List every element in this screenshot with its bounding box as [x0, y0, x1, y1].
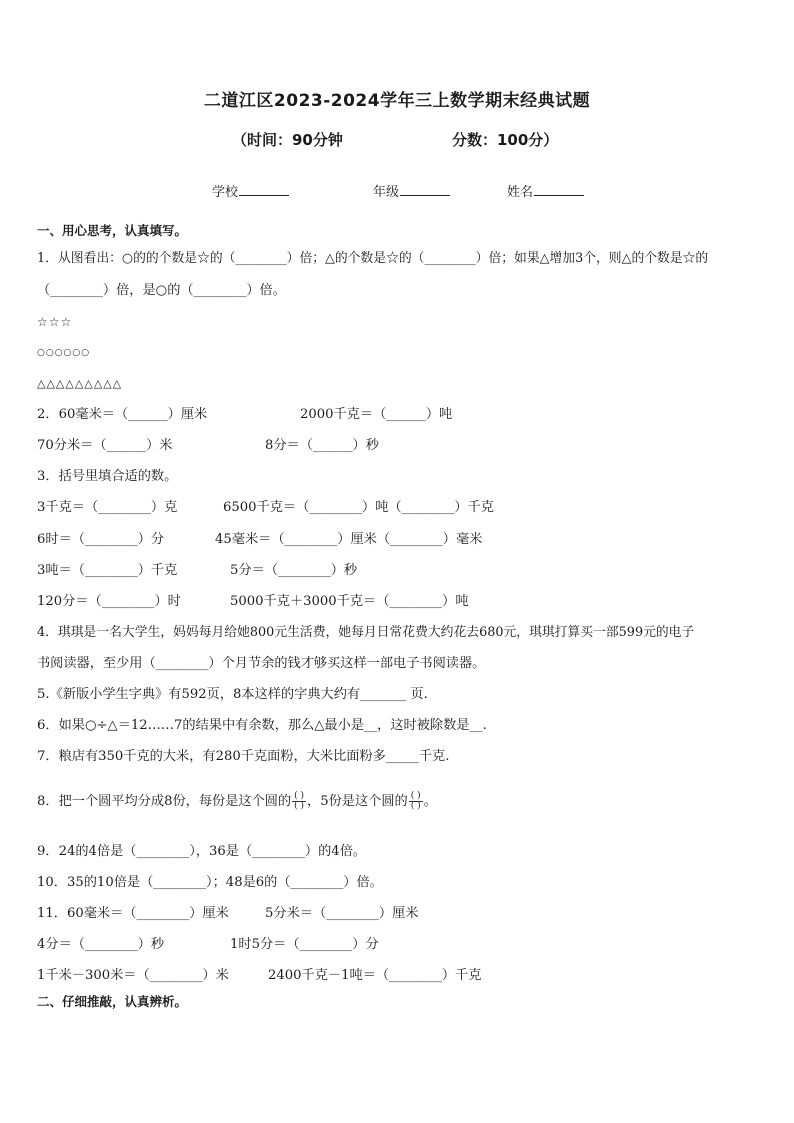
question-5: 5.《新版小学生字典》有592页，8本这样的字典大约有_______ 页. [37, 687, 428, 702]
question-3-row-4-left: 120分＝（________）时 [37, 594, 181, 609]
name-field [507, 181, 584, 200]
question-3: 3．括号里填合适的数。 [37, 469, 178, 484]
grade-field [373, 181, 450, 200]
question-11-row-2-left: 4分＝（________）秒 [37, 937, 165, 952]
grade-blank[interactable] [400, 183, 450, 196]
school-field [212, 181, 289, 200]
question-2-left-1: 2．60毫米＝（______）厘米 [37, 407, 208, 422]
question-11-row-3-left: 1千米－300米＝（________）米 [37, 968, 229, 983]
fraction-blank-1[interactable]: $\frac{( )}{( )}$ [294, 791, 305, 811]
question-11-row-1-left: 11．60毫米＝（________）厘米 [37, 906, 229, 921]
school-blank[interactable] [239, 183, 289, 196]
question-8-text-3: 。 [423, 794, 437, 809]
question-10: 10．35的10倍是（________）；48是6的（________）倍。 [37, 875, 383, 890]
question-7: 7．粮店有350千克的大米，有280千克面粉，大米比面粉多_____千克. [37, 749, 450, 764]
question-11-row-2-right: 1时5分＝（________）分 [230, 937, 379, 952]
question-3-row-4-right: 5000千克＋3000千克＝（________）吨 [230, 594, 469, 609]
school-label: 学校 [212, 185, 239, 200]
name-label: 姓名 [507, 185, 534, 200]
question-1-line-1: 1．从图看出：○的的个数是☆的（________）倍；△的个数是☆的（________）倍；如果△增加3个，则△的个数是☆的 [37, 251, 709, 266]
question-3-row-1-right: 6500千克＝（________）吨（________）千克 [223, 500, 494, 515]
question-2-left-2: 70分米＝（______）米 [37, 438, 173, 453]
fraction-blank-2[interactable]: $\frac{( )}{( )}$ [410, 791, 421, 811]
question-4-line-1: 4．琪琪是一名大学生，妈妈每月给她800元生活费，她每月日常花费大约花去680元，琪琪打算买一部599元的电子 [37, 625, 695, 640]
question-8 [37, 792, 437, 811]
question-11-row-1-right: 5分米＝（________）厘米 [265, 906, 419, 921]
circles-row: ○○○○○○ [37, 348, 91, 358]
section2-heading: 二、仔细推敲，认真辨析。 [37, 994, 188, 1009]
question-3-row-1-left: 3千克＝（________）克 [37, 500, 178, 515]
stars-row: ☆☆☆ [37, 315, 73, 329]
question-2-right-2: 8分＝（______）秒 [265, 438, 379, 453]
exam-score: 分数：100分） [452, 131, 559, 149]
question-6: 6．如果○÷△＝12……7的结果中有余数，那么△最小是__，这时被除数是__. [37, 718, 487, 733]
question-2-right-1: 2000千克＝（______）吨 [300, 407, 453, 422]
section1-heading: 一、用心思考，认真填写。 [37, 223, 188, 238]
question-3-row-2-left: 6时＝（________）分 [37, 532, 165, 547]
question-4-line-2: 书阅读器，至少用（________）个月节余的钱才够买这样一部电子书阅读器。 [37, 656, 486, 671]
question-3-row-3-left: 3吨＝（________）千克 [37, 563, 178, 578]
exam-time: （时间：90分钟 [232, 131, 343, 149]
grade-label: 年级 [373, 185, 400, 200]
question-11-row-3-right: 2400千克－1吨＝（________）千克 [268, 968, 482, 983]
page-title: 二道江区2023-2024学年三上数学期末经典试题 [203, 91, 591, 111]
triangles-row: △△△△△△△△△ [37, 377, 123, 390]
name-blank[interactable] [534, 183, 584, 196]
question-8-text-2: ，5份是这个圆的 [307, 794, 408, 809]
question-8-text-1: 8．把一个圆平均分成8份，每份是这个圆的 [37, 794, 292, 809]
question-3-row-2-right: 45毫米＝（________）厘米（________）毫米 [215, 532, 483, 547]
question-9: 9．24的4倍是（________），36是（________）的4倍。 [37, 844, 367, 859]
question-3-row-3-right: 5分＝（________）秒 [230, 563, 358, 578]
question-1-line-2: （________）倍，是○的（________）倍。 [37, 283, 286, 298]
